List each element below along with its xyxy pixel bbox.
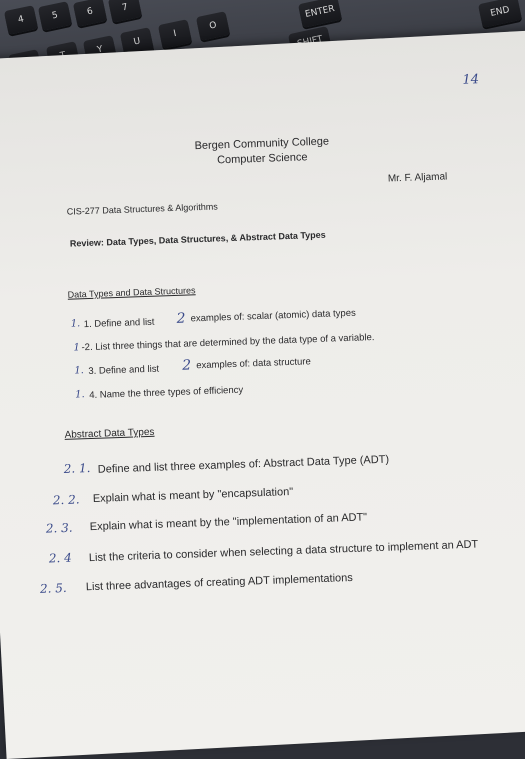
- question-text: examples of: data structure: [196, 356, 311, 372]
- keyboard-key: 4: [4, 5, 38, 35]
- department-name: Computer Science: [216, 151, 308, 167]
- question-text: List three advantages of creating ADT implementations: [85, 571, 353, 594]
- keyboard-key: Y: [83, 35, 117, 65]
- course-title: CIS-277 Data Structures & Algorithms: [66, 201, 218, 217]
- handwritten-mark: 1.: [70, 318, 81, 330]
- handwritten-mark: 1.: [74, 365, 85, 377]
- question-text: 1. Define and list: [83, 316, 155, 331]
- handwritten-mark: 1: [73, 342, 81, 354]
- handwritten-number: 2: [181, 357, 192, 374]
- handwritten-number: 2. 5.: [39, 580, 67, 596]
- keyboard-key: 6: [73, 0, 107, 27]
- handwritten-number: 2. 4: [48, 550, 73, 566]
- college-name: Bergen Community College: [194, 135, 330, 153]
- question-text: 4. Name the three types of efficiency: [89, 384, 244, 402]
- keyboard-key: ENTER: [298, 0, 342, 28]
- page-number: 14: [462, 72, 480, 88]
- handwritten-number: 2. 2.: [52, 492, 80, 508]
- keyboard-key: END: [478, 0, 522, 28]
- question-text: List the criteria to consider when selecting a data structure to implement an ADT: [88, 538, 479, 565]
- question-text: Explain what is meant by "encapsulation": [92, 485, 294, 505]
- question-text: 3. Define and list: [88, 363, 160, 378]
- section-title-data-types: Data Types and Data Structures: [67, 285, 196, 300]
- handwritten-number: 2: [176, 310, 186, 327]
- instructor-name: Mr. F. Aljamal: [387, 171, 448, 185]
- handwritten-mark: 1.: [75, 389, 85, 401]
- review-heading: Review: Data Types, Data Structures, & Abstract Data Types: [69, 229, 326, 249]
- section-title-adt: Abstract Data Types: [64, 426, 155, 441]
- question-text: examples of: scalar (atomic) data types: [190, 307, 356, 325]
- question-text: -2. List three things that are determined by the data type of a variable.: [81, 332, 375, 354]
- question-text: Explain what is meant by the "implementation of an ADT": [89, 511, 368, 534]
- handwritten-number: 2. 3.: [45, 520, 73, 536]
- keyboard-key: I: [158, 19, 192, 49]
- handwritten-number: 2. 1.: [63, 461, 91, 476]
- keyboard-key: 7: [108, 0, 142, 23]
- keyboard-key: O: [196, 11, 230, 41]
- keyboard-key: U: [120, 27, 154, 57]
- keyboard-key: 5: [38, 1, 72, 31]
- question-text: Define and list three examples of: Abstract Data Type (ADT): [97, 453, 390, 476]
